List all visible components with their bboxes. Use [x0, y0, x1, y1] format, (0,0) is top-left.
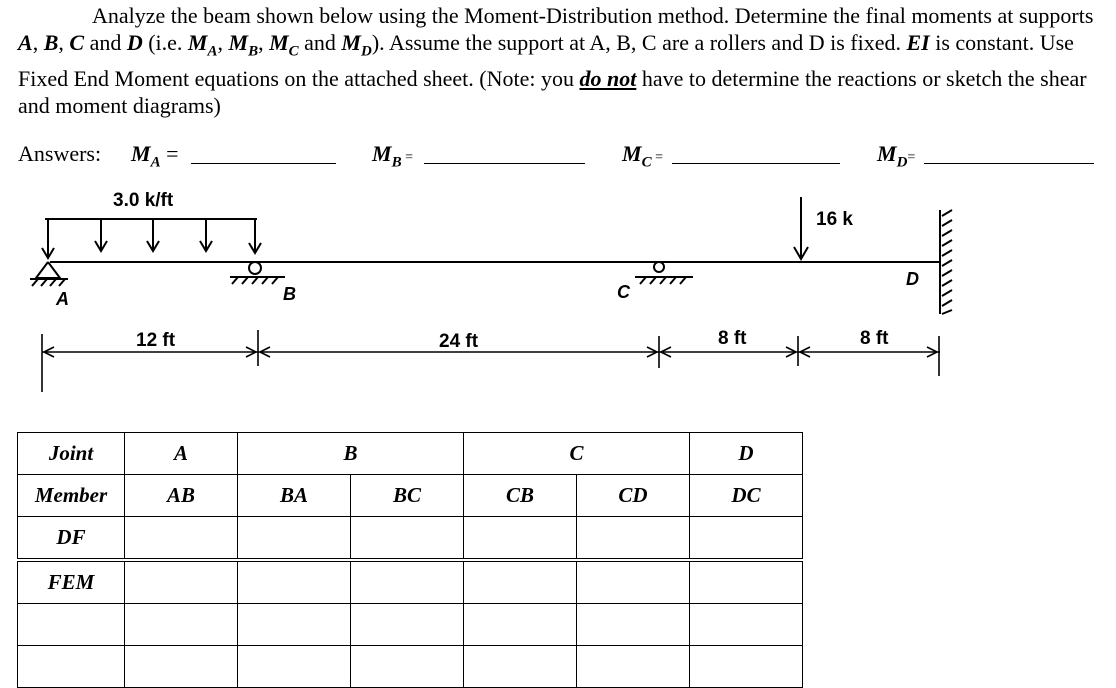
- blank-cell[interactable]: [464, 604, 577, 646]
- load-label: 3.0 k/ft: [113, 190, 174, 211]
- blank-cell[interactable]: [125, 604, 238, 646]
- df-header: DF: [18, 517, 125, 561]
- point-load-arrow: [794, 197, 808, 259]
- span-loadd-label: 8 ft: [860, 328, 889, 349]
- beam-diagram: [0, 175, 1116, 400]
- blank-row-header: [18, 604, 125, 646]
- joint-header: Joint: [18, 433, 125, 475]
- blank-cell[interactable]: [464, 646, 577, 688]
- df-cell[interactable]: [351, 517, 464, 561]
- support-a-label: A: [56, 289, 69, 309]
- problem-statement: Analyze the beam shown below using the Moment-Distribution method. Determine the final moments at supports A, B, C and D (i.e. $M_A$, $M_B$, $M_C$ and $M_D$). Assume the support at A, B, C are a rollers and D is fixed. EI is constant. Use Fixed End Moment equations on the attached sheet. (Note: you do not have to determine the reactions or sketch the shear and moment diagrams): [18, 3, 1094, 119]
- support-d-fixed: [940, 210, 952, 314]
- blank-cell[interactable]: [125, 646, 238, 688]
- fem-cell[interactable]: [125, 560, 238, 604]
- answers-label: Answers:: [18, 141, 102, 166]
- answer-ma-blank[interactable]: [191, 163, 336, 164]
- answer-mc-label: $M_C$ =: [622, 141, 663, 171]
- df-cell[interactable]: [238, 517, 351, 561]
- support-b-ref: B: [43, 30, 59, 55]
- fem-cell[interactable]: [351, 560, 464, 604]
- fem-header: FEM: [18, 560, 125, 604]
- support-c-ref: C: [69, 30, 85, 55]
- blank-cell[interactable]: [577, 604, 690, 646]
- span-bc-label: 24 ft: [439, 331, 479, 352]
- member-bc: BC: [351, 475, 464, 517]
- answers-row: [0, 141, 1116, 171]
- answer-md-blank[interactable]: [924, 163, 1094, 164]
- ei-ref: EI: [906, 30, 930, 55]
- support-c-roller: [635, 262, 693, 284]
- answer-md-label: $M_D=$: [877, 141, 916, 171]
- blank-cell[interactable]: [690, 604, 803, 646]
- df-cell[interactable]: [577, 517, 690, 561]
- moment-mc-ref: $M_C$: [269, 30, 299, 60]
- member-dc: DC: [690, 475, 803, 517]
- blank-row-header: [18, 646, 125, 688]
- member-cb: CB: [464, 475, 577, 517]
- fem-cell[interactable]: [238, 560, 351, 604]
- do-not-emphasis: do not: [579, 66, 637, 92]
- blank-cell[interactable]: [238, 646, 351, 688]
- joint-a: A: [125, 433, 238, 475]
- member-ab: AB: [125, 475, 238, 517]
- fem-cell[interactable]: [464, 560, 577, 604]
- support-b-roller: [230, 262, 285, 284]
- moment-distribution-table: [17, 432, 803, 688]
- span-cload-label: 8 ft: [718, 328, 747, 349]
- blank-cell[interactable]: [690, 646, 803, 688]
- moment-ma-ref: $M_A$: [187, 30, 218, 60]
- span-ab-label: 12 ft: [136, 330, 176, 351]
- blank-cell[interactable]: [577, 646, 690, 688]
- blank-cell[interactable]: [351, 646, 464, 688]
- df-cell[interactable]: [690, 517, 803, 561]
- distributed-load: [42, 219, 261, 258]
- support-a-ref: A: [18, 30, 33, 55]
- joint-c: C: [464, 433, 690, 475]
- df-cell[interactable]: [464, 517, 577, 561]
- fem-cell[interactable]: [690, 560, 803, 604]
- answer-mc-blank[interactable]: [672, 163, 840, 164]
- answer-ma-label: $M_A$ =: [131, 141, 179, 171]
- member-ba: BA: [238, 475, 351, 517]
- blank-cell[interactable]: [238, 604, 351, 646]
- support-c-label: C: [617, 282, 630, 302]
- blank-cell[interactable]: [351, 604, 464, 646]
- joint-d: D: [690, 433, 803, 475]
- df-cell[interactable]: [125, 517, 238, 561]
- answer-mb-blank[interactable]: [424, 163, 585, 164]
- support-d-label: D: [906, 269, 919, 289]
- point-load-label: 16 k: [816, 209, 853, 230]
- dimension-line: [42, 330, 940, 392]
- support-d-ref: D: [126, 30, 143, 55]
- support-a-pin: [30, 262, 68, 286]
- moment-mb-ref: $M_B$: [228, 30, 259, 60]
- member-cd: CD: [577, 475, 690, 517]
- moment-md-ref: $M_D$: [341, 30, 372, 60]
- fem-cell[interactable]: [577, 560, 690, 604]
- answer-mb-label: $M_B$ =: [372, 141, 413, 171]
- support-b-label: B: [283, 284, 296, 304]
- joint-b: B: [238, 433, 464, 475]
- member-header: Member: [18, 475, 125, 517]
